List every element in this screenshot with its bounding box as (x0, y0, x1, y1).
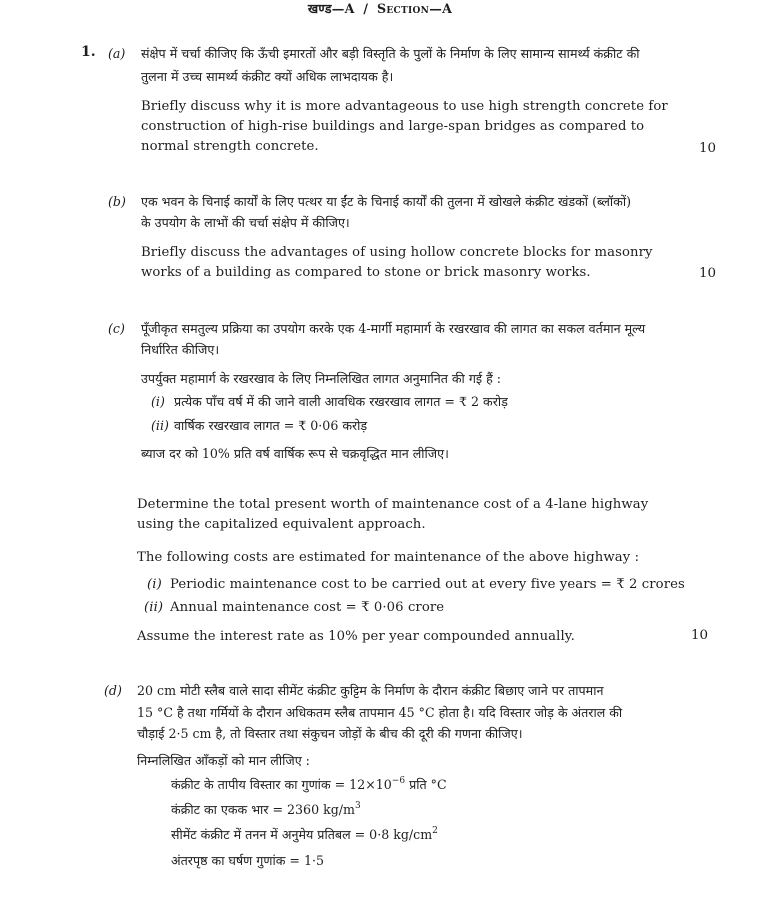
data2-exponent: 3 (354, 800, 361, 811)
part-d-hindi-line1: 20 cm मोटी स्लैब वाले सादा सीमेंट कंक्रीट कुट्टिम के निर्माण के दौरान कंक्रीट बिछाए जाने पर तापमान (137, 683, 604, 698)
data1-unit: प्रति °C (405, 777, 447, 792)
data3-text: सीमेंट कंक्रीट में तनन में अनुमेय प्रतिबल = 0·8 kg/cm (171, 827, 433, 842)
part-a-english-line2: construction of high-rise buildings and large-span bridges as compared to (141, 119, 645, 134)
data3-exponent: 2 (432, 825, 438, 836)
part-d-data-unit-weight (171, 801, 361, 819)
part-c-hindi-item1-text: प्रत्येक पाँच वर्ष में की जाने वाली आवधिक रखरखाव लागत = ₹ 2 करोड़ (174, 394, 508, 409)
part-c-english-item1-label: (i) (147, 577, 162, 592)
part-d-hindi-line4: निम्नलिखित आँकड़ों को मान लीजिए : (137, 753, 310, 768)
part-d-data-allowable-stress (171, 826, 438, 844)
part-c-english-line3: The following costs are estimated for maintenance of the above highway : (137, 550, 640, 565)
part-c-english-line1: Determine the total present worth of maintenance cost of a 4-lane highway (137, 497, 649, 512)
part-d-data-thermal-expansion (171, 776, 447, 794)
part-a-label: (a) (108, 46, 126, 61)
part-a-hindi-line2: तुलना में उच्च सामर्थ्य कंक्रीट क्यों अधिक लाभदायक है। (141, 69, 394, 84)
part-c-label: (c) (108, 321, 125, 336)
part-c-english-item2-label: (ii) (144, 600, 164, 615)
data1-exponent: −6 (391, 775, 406, 786)
part-d-label: (d) (104, 683, 122, 698)
section-heading (0, 0, 760, 17)
part-c-marks: 10 (691, 628, 709, 643)
part-c-hindi-item1-label: (i) (151, 394, 165, 409)
part-c-hindi-line1: पूँजीकृत समतुल्य प्रक्रिया का उपयोग करके एक 4-मार्गी महामार्ग के रखरखाव की लागत का सकल वर्तमान मूल्य (141, 321, 646, 336)
part-c-hindi-line2: निर्धारित कीजिए। (141, 342, 220, 357)
part-d-hindi-line3: चौड़ाई 2·5 cm है, तो विस्तार तथा संकुचन जोड़ों के बीच की दूरी की गणना कीजिए। (137, 726, 523, 741)
part-c-english-line2: using the capitalized equivalent approach. (137, 517, 426, 532)
part-c-hindi-item2-text: वार्षिक रखरखाव लागत = ₹ 0·06 करोड़ (174, 418, 368, 433)
part-c-hindi-line3: उपर्युक्त महामार्ग के रखरखाव के लिए निम्नलिखित लागत अनुमानित की गई हैं : (141, 371, 502, 386)
section-heading-separator: / (363, 1, 369, 16)
part-c-hindi-line4: ब्याज दर को 10% प्रति वर्ष वार्षिक रूप से चक्रवृद्धित मान लीजिए। (141, 446, 449, 461)
part-b-english-line2: works of a building as compared to stone or brick masonry works. (141, 265, 591, 280)
data2-text: कंक्रीट का एकक भार = 2360 kg/m (171, 802, 355, 817)
part-a-english-line3: normal strength concrete. (141, 139, 319, 154)
data1-text: कंक्रीट के तापीय विस्तार का गुणांक = 12×10 (171, 777, 392, 792)
part-a-hindi-line1: संक्षेप में चर्चा कीजिए कि ऊँची इमारतों और बड़ी विस्तृति के पुलों के निर्माण के लिए सामान्य सामर्थ्य कंक्रीट की (141, 46, 640, 61)
part-d-hindi-line2: 15 °C है तथा गर्मियों के दौरान अधिकतम स्लैब तापमान 45 °C होता है। यदि विस्तार जोड़ के अंतराल की (137, 705, 623, 720)
section-heading-english: Section—A (377, 1, 453, 16)
part-a-english-line1: Briefly discuss why it is more advantageous to use high strength concrete for (141, 99, 668, 114)
section-heading-hindi: खण्ड—A (307, 1, 355, 16)
part-c-english-item2-text: Annual maintenance cost = ₹ 0·06 crore (170, 600, 445, 615)
part-b-marks: 10 (699, 266, 717, 281)
part-b-english-line1: Briefly discuss the advantages of using hollow concrete blocks for masonry (141, 245, 653, 260)
part-c-english-line4: Assume the interest rate as 10% per year compounded annually. (137, 629, 575, 644)
question-number: 1. (81, 44, 96, 60)
part-b-hindi-line2: के उपयोग के लाभों की चर्चा संक्षेप में कीजिए। (141, 215, 350, 230)
part-b-hindi-line1: एक भवन के चिनाई कार्यों के लिए पत्थर या ईंट के चिनाई कार्यों की तुलना में खोखले कंक्रीट खंडकों (ब्लॉकों) (141, 194, 631, 209)
part-c-english-item1-text: Periodic maintenance cost to be carried out at every five years = ₹ 2 crores (170, 577, 685, 592)
part-c-hindi-item2-label: (ii) (151, 418, 169, 433)
part-a-marks: 10 (699, 141, 717, 156)
part-b-label: (b) (108, 194, 126, 209)
part-d-data-friction-coefficient: अंतरपृष्ठ का घर्षण गुणांक = 1·5 (171, 853, 325, 868)
